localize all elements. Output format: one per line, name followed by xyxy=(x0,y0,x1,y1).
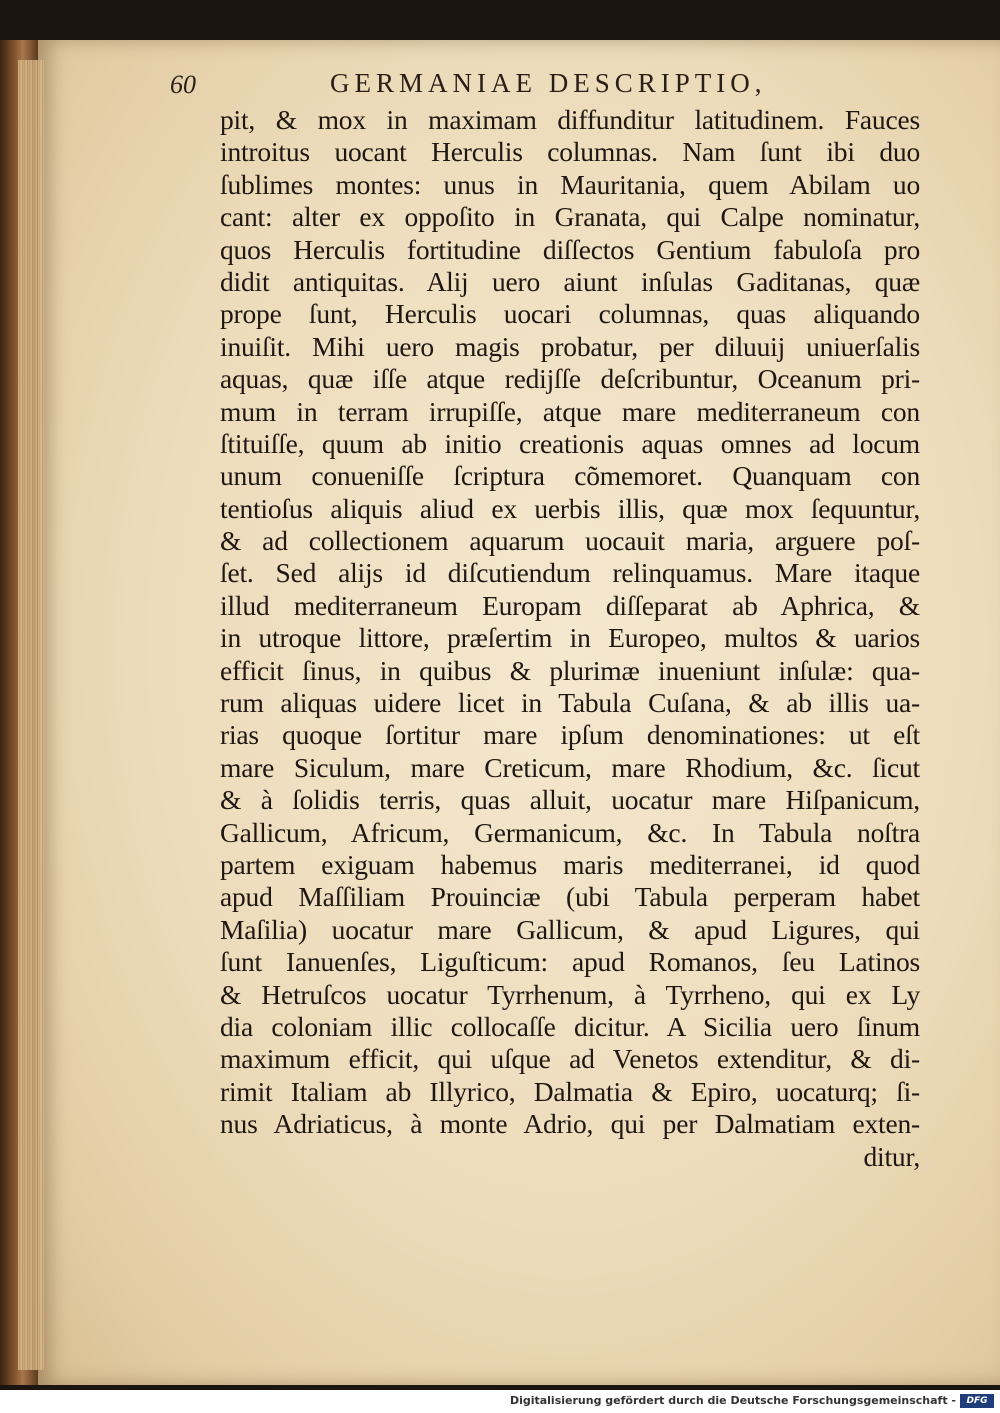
text-line: unum conueniſſe ſcriptura cõmemoret. Quanquam con xyxy=(220,460,920,492)
text-line: & à ſolidis terris, quas alluit, uocatur mare Hiſpanicum, xyxy=(220,784,920,816)
text-line: rimit Italiam ab Illyrico, Dalmatia & Epiro, uocaturq; ſi- xyxy=(220,1075,920,1107)
text-line: prope ſunt, Herculis uocari columnas, quas aliquando xyxy=(220,298,920,330)
text-line: ſet. Sed alijs id diſcutiendum relinquamus. Mare itaque xyxy=(220,557,920,589)
text-line: & Hetruſcos uocatur Tyrrhenum, à Tyrrheno, qui ex Ly xyxy=(220,978,920,1010)
text-line: didit antiquitas. Alij uero aiunt inſulas Gaditanas, quæ xyxy=(220,265,920,297)
text-line: pit, & mox in maximam diffunditur latitudinem. Fauces xyxy=(220,104,920,135)
text-line: ſtituiſſe, quum ab initio creationis aquas omnes ad locum xyxy=(220,427,920,459)
running-title: GERMANIAE DESCRIPTIO, xyxy=(330,68,767,98)
text-line: tentioſus aliquis aliud ex uerbis illis, quæ mox ſequuntur, xyxy=(220,492,920,524)
text-line: nus Adriaticus, à monte Adrio, qui per Dalmatiam exten- xyxy=(220,1108,920,1140)
text-line: efficit ſinus, in quibus & plurimæ inueniunt inſulæ: qua- xyxy=(220,654,920,686)
text-line: inuiſit. Mihi uero magis probatur, per diluuij uniuerſalis xyxy=(220,330,920,362)
body-text xyxy=(220,104,920,1173)
text-line: ſunt Ianuenſes, Liguſticum: apud Romanos, ſeu Latinos xyxy=(220,946,920,978)
text-line: mare Siculum, mare Creticum, mare Rhodium, &c. ſicut xyxy=(220,751,920,783)
text-line: dia coloniam illic collocaſſe dicitur. A Sicilia uero ſinum xyxy=(220,1010,920,1042)
text-line: partem exiguam habemus maris mediterranei, id quod xyxy=(220,848,920,880)
text-line: illud mediterraneum Europam diſſeparat ab Aphrica, & xyxy=(220,589,920,621)
running-head xyxy=(170,66,890,106)
page-number: 60 xyxy=(170,70,196,99)
text-line: maximum efficit, qui uſque ad Venetos extenditur, & di- xyxy=(220,1043,920,1075)
text-line: ſublimes montes: unus in Mauritania, quem Abilam uo xyxy=(220,168,920,200)
text-line: Gallicum, Africum, Germanicum, &c. In Tabula noſtra xyxy=(220,816,920,848)
text-line: aquas, quæ iſſe atque redijſſe deſcribuntur, Oceanum pri- xyxy=(220,363,920,395)
footer-bar xyxy=(0,1390,1000,1413)
text-line: Maſilia) uocatur mare Gallicum, & apud Ligures, qui xyxy=(220,913,920,945)
text-line: quos Herculis fortitudine diſſectos Gentium fabuloſa pro xyxy=(220,233,920,265)
text-line: rias quoque ſortitur mare ipſum denominationes: ut eſt xyxy=(220,719,920,751)
digitization-credit: Digitalisierung gefördert durch die Deutsche Forschungsgemeinschaft - xyxy=(509,1394,956,1407)
text-line: rum aliquas uidere licet in Tabula Cuſana, & ab illis ua- xyxy=(220,687,920,719)
text-line: introitus uocant Herculis columnas. Nam ſunt ibi duo xyxy=(220,136,920,168)
text-line: in utroque littore, præſertim in Europeo, multos & uarios xyxy=(220,622,920,654)
dfg-logo-icon: DFG xyxy=(960,1394,994,1408)
text-line: ditur, xyxy=(863,1140,920,1172)
text-line: mum in terram irrupiſſe, atque mare mediterraneum con xyxy=(220,395,920,427)
text-line: cant: alter ex oppoſito in Granata, qui Calpe nominatur, xyxy=(220,201,920,233)
text-line: & ad collectionem aquarum uocauit maria, arguere poſ- xyxy=(220,525,920,557)
text-line: apud Maſſiliam Prouinciæ (ubi Tabula perperam habet xyxy=(220,881,920,913)
page-edges xyxy=(18,60,44,1370)
